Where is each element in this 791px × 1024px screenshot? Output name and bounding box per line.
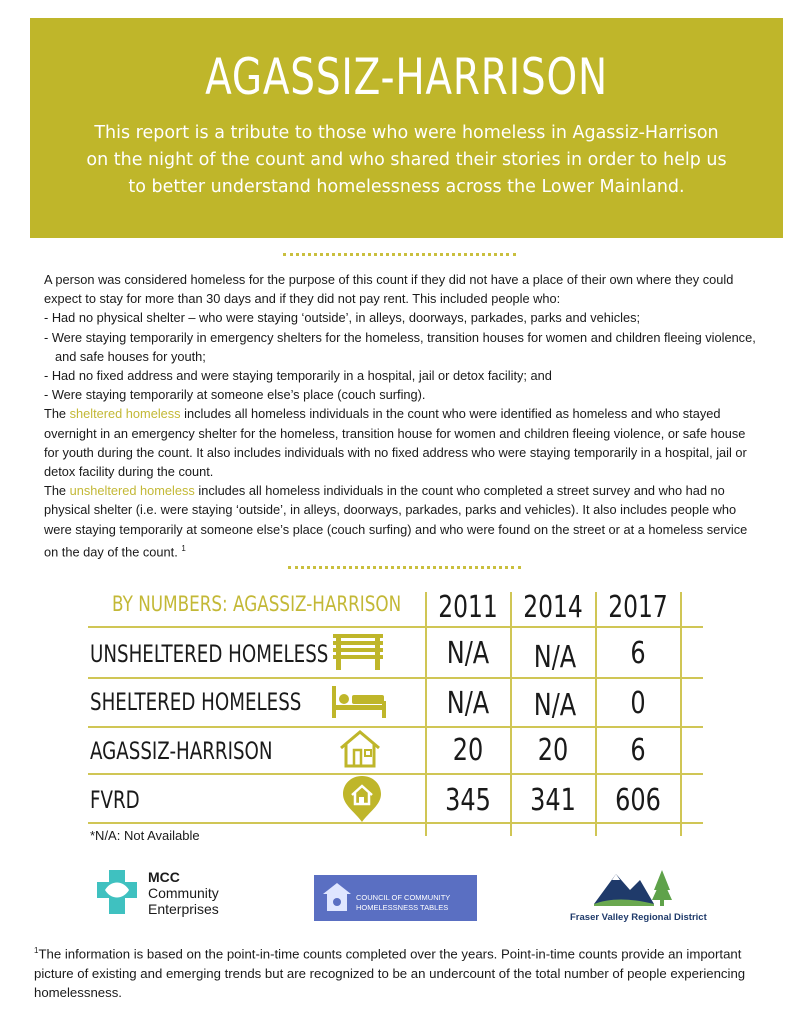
row-divider [88,677,703,679]
row-label-fvrd: FVRD [90,786,140,814]
council-logo [314,875,477,921]
row-divider [88,822,703,824]
cell-value: 0 [630,686,646,721]
cell-value: 20 [452,733,484,768]
year-header: 2017 [608,590,668,625]
text-fragment: The [44,483,70,499]
council-line-1: COUNCIL OF COMMUNITY [356,893,451,902]
column-divider [595,592,597,836]
footnote [34,941,764,1003]
mcc-line-2: Community [148,885,219,901]
year-header: 2011 [438,590,498,625]
cell-value: 6 [630,636,646,671]
column-divider [680,592,682,836]
title-banner [30,18,783,238]
column-divider [510,592,512,836]
unsheltered-definition [44,481,756,561]
banner-subtitle: This report is a tribute to those who were homeless in Agassiz-Harrison on the night of the count and who shared their stories in order to help us to better understand homelessness across the Lower Mainland. [86,123,727,197]
row-label-agassiz-harrison: AGASSIZ-HARRISON [90,737,273,765]
row-divider [88,626,703,628]
criteria-item: - Had no physical shelter – who were staying ‘outside’, in alleys, doorways, parkades, parks and vehicles; [44,310,641,326]
mcc-name: MCC [148,869,180,885]
definition-paragraph: A person was considered homeless for the purpose of this count if they did not have a place of their own where they could expect to stay for more than 30 days and if they did not pay rent. This included people who: [44,272,734,307]
footnote-reference: 1 [181,543,186,553]
cell-value: N/A [446,686,490,721]
footnote-text: The information is based on the point-in-time counts completed over the years. Point-in-time counts provide an important picture of existing and emerging trends but are recognized to be an undercount of the total number of people experiencing homelessness. [34,946,746,1001]
location-pin-house-icon [341,774,383,824]
cell-value: 20 [537,733,569,768]
text-fragment: The [44,406,70,422]
cell-value: N/A [533,688,577,723]
cell-value: N/A [533,640,577,675]
unsheltered-term: unsheltered homeless [69,483,195,499]
bench-icon [330,632,386,672]
criteria-item: - Were staying temporarily at someone else’s place (couch surfing). [44,387,426,403]
page-title: AGASSIZ-HARRISON [205,48,608,106]
cell-value: 341 [530,783,576,818]
column-divider [425,592,427,836]
bed-icon [330,684,388,720]
council-house-icon [320,880,354,916]
cell-value: N/A [446,636,490,671]
footnote-marker: 1 [34,946,39,955]
table-note: *N/A: Not Available [90,828,200,843]
mountain-tree-icon [590,864,674,910]
row-divider [88,726,703,728]
mcc-cross-icon [95,868,139,916]
dotted-divider-top [283,253,516,256]
criteria-item: - Had no fixed address and were staying temporarily in a hospital, jail or detox facility; and [44,368,552,384]
dotted-divider-bottom [288,566,521,569]
text-fragment: includes all homeless individuals in the count who were identified as homeless and who stayed overnight in an emergency shelter for the homeless, transition house for women and children fleeing violence, or safe house for youth during the count. It also includes individuals with no fixed address who were staying temporarily in a hospital, jail or detox facility during the count. [44,406,747,480]
cell-value: 606 [615,783,661,818]
year-header: 2014 [523,590,583,625]
council-line-2: HOMELESSNESS TABLES [356,903,449,912]
criteria-item: - Were staying temporarily in emergency shelters for the homeless, transition houses for women and children fleeing violence, and safe houses for youth; [44,329,756,364]
text-fragment: includes all homeless individuals in the count who completed a street survey and who had no physical shelter (i.e. were staying ‘outside’, in alleys, doorways, parkades, parks and vehicles). It also includes people who were staying temporarily at someone else’s place (couch surfing) and who were found on the street or at a homeless service on the day of the count. [44,483,748,560]
sheltered-term: sheltered homeless [69,406,181,422]
row-divider [88,773,703,775]
table-title: BY NUMBERS: AGASSIZ-HARRISON [112,592,402,616]
cell-value: 6 [630,733,646,768]
definitions-section [44,270,756,561]
row-label-unsheltered: UNSHELTERED HOMELESS [90,640,329,668]
row-label-sheltered: SHELTERED HOMELESS [90,688,302,716]
fvrd-name: Fraser Valley Regional District [570,912,707,923]
cell-value: 345 [445,783,491,818]
sheltered-definition [44,404,756,481]
house-icon [338,729,382,769]
mcc-line-3: Enterprises [148,901,219,917]
